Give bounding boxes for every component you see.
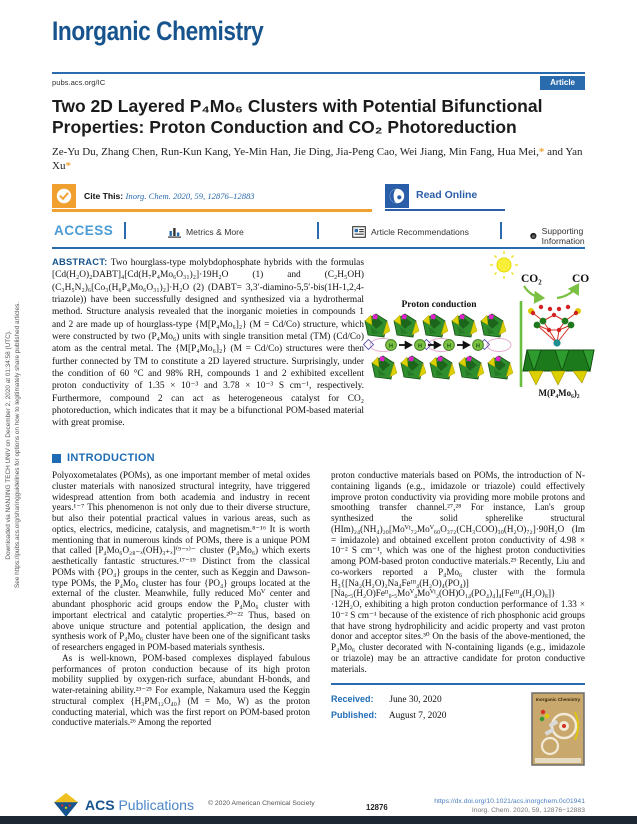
polyhedral-band [523,350,594,385]
cite-underline [52,209,372,212]
acs-wordmark: ACS Publications [85,797,194,813]
co-label: CO [572,273,590,285]
globe-icon [389,188,405,204]
svg-text:H: H [418,343,422,350]
svg-text:Inorganic Chemistry: Inorganic Chemistry [535,696,581,702]
right-column [331,470,585,766]
copyright-notice: © 2020 American Chemical Society [208,800,315,807]
reaction-arrow-up [557,285,578,298]
read-online-badge[interactable] [385,184,409,208]
body-columns [52,470,585,766]
access-rule [52,247,585,249]
cite-label: Cite This: [84,191,124,201]
bottom-bar [0,816,637,824]
disclaimer-line2: See https://pubs.acs.org/sharingguidelines for options on how to legitimately share published articles. [14,302,21,588]
received-label: Received: [331,693,374,704]
cite-check-badge[interactable] [52,184,76,208]
sun-icon [490,251,518,279]
page-title: Two 2D Layered P₄Mo₆ Clusters with Potential Bifunctional Properties: Proton Conduction and CO₂ Photoreduction [52,96,543,137]
layer-structure-bottom-row [372,356,513,379]
bar-chart-icon [168,226,181,238]
authors-part2: and Yan Xu [52,146,583,172]
svg-text:H: H [447,343,451,350]
download-disclaimer [4,175,22,715]
published-date: August 7, 2020 [388,710,447,721]
article-type-badge: Article [540,76,585,90]
check-icon [56,188,72,204]
recommendations-link[interactable] [352,226,469,238]
acs-kite-icon [54,792,78,818]
corresponding-author-star[interactable]: * [65,160,71,172]
svg-text:H: H [389,343,393,350]
acs-publications-logo[interactable] [54,792,194,818]
section-marker-icon [52,454,61,463]
proton-chain [364,339,511,352]
divider [317,222,319,239]
journal-cover-thumbnail[interactable] [531,692,585,766]
supporting-info-link[interactable] [530,226,590,246]
proton-conduction-label: Proton conduction [401,300,477,310]
access-strip [52,220,585,244]
document-icon [352,226,366,238]
si-icon [530,230,537,242]
reaction-arrow-down [524,286,543,298]
read-online-underline [385,209,505,211]
divider [124,222,126,239]
dates-table [331,692,446,766]
divider [500,222,502,239]
supporting-info-label: Supporting Information [541,226,585,246]
abstract-label: ABSTRACT: [52,256,108,267]
disclaimer-line1: Downloaded via NANJING TECH UNIV on December 2, 2020 at 01:34:58 (UTC). [5,330,12,560]
authors-part1: Ze-Yu Du, Zhang Chen, Run-Kun Kang, Ye-Min Han, Jie Ding, Jia-Peng Cao, Wei Jiang, Min Fang, Hua Mei, [52,146,539,158]
header-rule [52,72,585,74]
access-link[interactable]: ACCESS [54,223,114,238]
layer-structure-top-row [365,314,506,337]
metrics-link[interactable] [168,226,244,238]
left-column [52,470,310,766]
abstract-text: Two hourglass-type molybdophosphate hybrids with the formulas [Cd(H₂O)₂DABT]₄[Cd(H₇P₄Mo₆O₃₁)₂]·19H₂O (1) and (C₂H₅OH)(C₃H₅N₂)₆[Co₃(H₆P₄Mo₆O₃₁)₂]·H₂O (2) (DABT= 3,3′-diamino-5,5′-bis(1H-1,2,4-triazole)) have been successfully designed and synthesized via a hydrothermal method. Structure analysis revealed that the inorganic moieties in compounds 1 and 2 are made up of hourglass-type {M[P₄Mo₆]₂} (M = Cd/Co) structure, which were constructed by two (P₄Mo₆) units with single transition metal (TM) (Cd/Co) atom as the central metal. The {M[P₄Mo₆]₂} (M = Cd/Co) structures were then further connected by TM to constitute a 2D layered structure. Surprisingly, under the condition of 60 °C and 98% RH, compounds 1 and 2 exhibited excellent proton conductivity of 1.35 × 10⁻³ and 3.78 × 10⁻³ S cm⁻¹, respectively. Furthermore, compound 2 can act as heterogeneous catalyst for CO₂ photoreduction, which indicates that it may be a bifunctional POM-based material with great promise. [52,258,364,429]
cite-reference: Inorg. Chem. 2020, 59, 12876–12883 [125,191,255,201]
received-rule [331,683,585,685]
toc-graphic [361,251,599,441]
introduction-title: INTRODUCTION [67,452,155,464]
cite-this[interactable] [84,191,255,201]
svg-text:H: H [476,343,480,350]
footer-citation: Inorg. Chem. 2020, 59, 12876−12883 [471,807,585,814]
received-date: June 30, 2020 [389,694,442,705]
intro-paragraph-2: As is well-known, POM-based complexes displayed fabulous performances of proton conduction because of its high proton mobility supplied by oxygen-rich surface, abundant H-bonds, and water-retaining ability.²³⁻²⁵ For example, Nakamura used the Keggin structural complex {H₃PM₁₂O₄₀} (M = Mo, W) as the proton conducting material, which was the first report on POM-based proton conductive materials.²⁶ Among the reported [52,652,310,728]
metrics-label: Metrics & More [186,227,244,237]
page-number: 12876 [366,803,388,812]
co2-label: CO₂ [521,273,542,285]
cite-row [52,184,585,212]
received-block [331,692,585,766]
published-label: Published: [331,709,378,720]
abstract [52,256,364,430]
corresponding-author-star[interactable]: * [538,146,545,158]
ball-stick-cluster [528,305,581,347]
intro-paragraph-3: proton conductive materials based on POMs, the introduction of N-containing ligands (e.g., imidazole or triazole) could effectively improve proton conductivity via providing more mobile protons and smoothing transfer channel.²⁷,²⁸ For instance, Lan's group synthesized the solid spherelike structural (HIm)₂₄(NH₄)₂₀[Moⱽᴵ₇₂Moⱽ₆₀O₃₇₂(CH₃COO)₃₀(H₂O)₇₂]·90H₂O (Im = imidazole) and obtained excellent proton conductivity of 4.98 × 10⁻² S cm⁻¹, which was one of the highest proton conductivities among POM-based proton conductive materials.²⁹ Recently, Liu and co-workers reported a P₄Mo₆ cluster with the formula H₃{[Na₂(H₂O)₂Na₄Feᴵᴵᴵ₄(H₂O)₄(PO₄)][Na₀.₅(H₂O)Feᴵᴵ₀.₅Moⱽ₄Moⱽᴵ₂(OH)O₁₄(PO₄)₄]₄[Feᴵᴵᴵ₄(H₂O)₈]}·12H₂O, exhibiting a high proton conduction performance of 1.33 × 10⁻² S cm⁻¹ because of the existence of rich phosphonic acid groups that have strong hydrophilicity and acidic property and vast proton donor and acceptor sites.³⁰ On the basis of the above-mentioned, the P₄Mo₆ cluster decorated with N-containing ligands (e.g., imidazole or triazole) may be an attractive candidate for proton conductive materials. [331,470,585,674]
journal-site-link[interactable]: pubs.acs.org/IC [52,78,106,87]
journal-logo: Inorganic Chemistry [52,16,264,46]
author-list [52,145,592,173]
received-row [331,692,446,708]
svg-text:si: si [532,234,535,239]
intro-paragraph-1: Polyoxometalates (POMs), as one important member of metal oxides cluster materials with nanosized structural integrity, have triggered widespread attention from both academia and industry in recent years.¹⁻⁷ This phenomenon is not only due to their diverse structure, but also their potential practical values in various areas, such as optics, electrics, medicine, catalysis, and magnetism.⁸⁻¹⁶ It is worth mentioning that in numerous kinds of POMs, there is a unique POM that called [P₄Mo₆O₂₈₋ₓ(OH)₃₊ₓ]⁽⁹⁻ˣ⁾⁻ cluster (P₄Mo₆) which exerts aesthetically fantastic structures.¹⁷⁻¹⁹ Distinct from the classical POMs with {PO₄} groups in the center, such as Keggin and Dawson-type POMs, the P₄Mo₆ cluster has four {PO₄} groups located at the external of the cluster. Meanwhile, fully reduced Moⱽ center and abundant phosphoric acid groups endow the P₄Mo₆ cluster with important electrical and catalytic properties.²⁰⁻²² Thus, based on above unique structure and potential application, the design and synthesis work of P₄Mo₆ cluster have been one of the significant tasks of researchers engaged in POM-based materials synthesis. [52,470,310,652]
published-row [331,708,446,724]
recommendations-label: Article Recommendations [371,227,469,237]
cluster-formula-label: M(P₄Mo₆)₂ [538,388,580,398]
doi-block [434,797,585,815]
read-online-label[interactable]: Read Online [416,189,478,201]
doi-link[interactable]: https://dx.doi.org/10.1021/acs.inorgchem.0c01941 [434,798,585,805]
introduction-heading [52,452,155,464]
